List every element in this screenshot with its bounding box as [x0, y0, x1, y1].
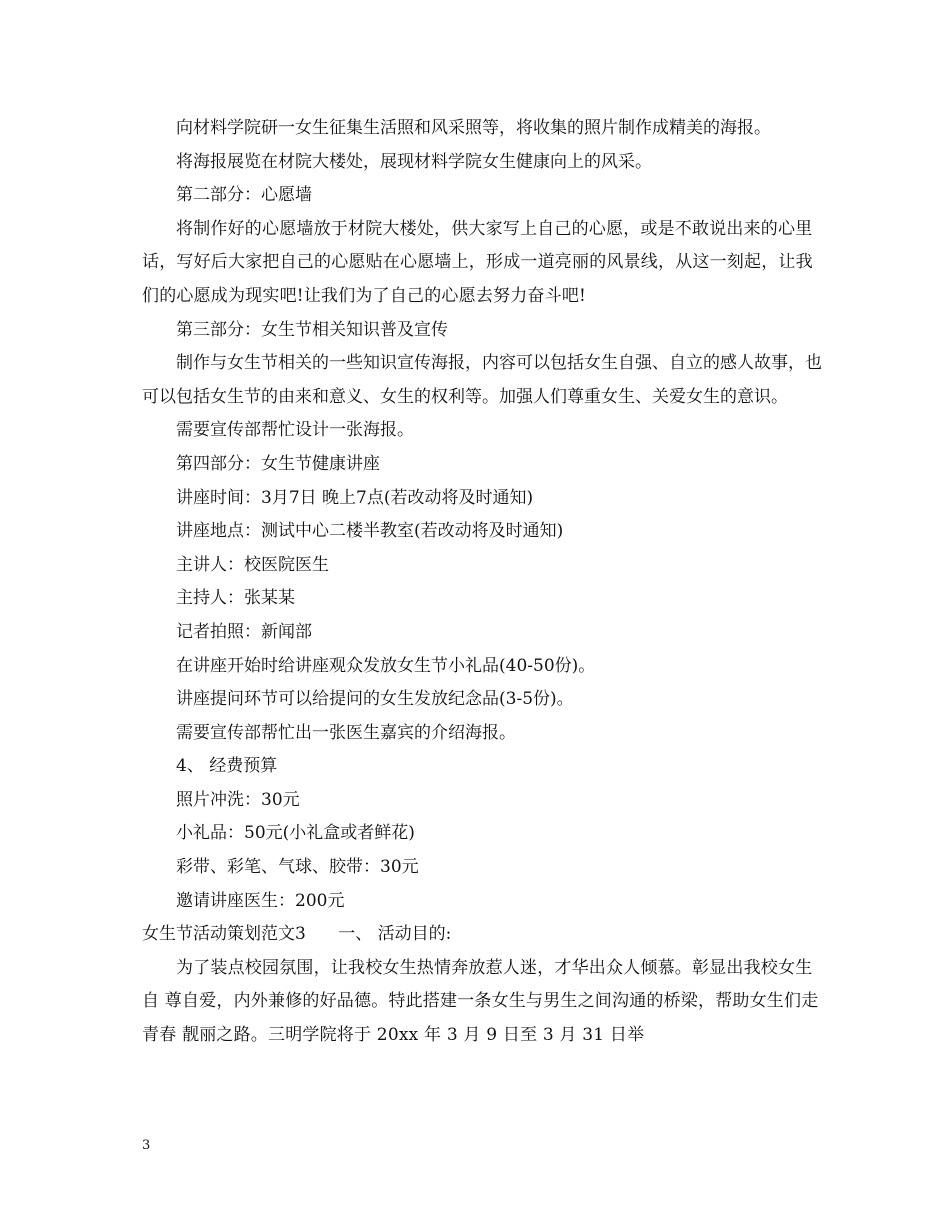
document-body	[142, 112, 826, 1053]
closing-paragraph: 为了装点校园氛围，让我校女生热情奔放惹人迷，才华出众人倾慕。彰显出我校女生自 尊自爱，内外兼修的好品德。特此搭建一条女生与男生之间沟通的桥梁，帮助女生们走青春 靓丽之路。三明学院将于 20xx 年 3 月 9 日至 3 月 31 日举	[142, 957, 819, 1046]
paragraph: 主持人：张某某	[176, 588, 295, 609]
paragraph: 讲座提问环节可以给提问的女生发放纪念品(3-5份)。	[176, 689, 574, 710]
paragraph: 第三部分：女生节相关知识普及宣传	[176, 319, 448, 340]
paragraph: 4、 经费预算	[176, 756, 278, 777]
paragraph: 需要宣传部帮忙设计一张海报。	[176, 420, 414, 441]
paragraph: 将海报展览在材院大楼处，展现材料学院女生健康向上的风采。	[176, 151, 652, 172]
paragraph: 邀请讲座医生：200元	[176, 890, 345, 911]
paragraph: 向材料学院研一女生征集生活照和风采照等，将收集的照片制作成精美的海报。	[176, 118, 771, 138]
paragraph: 需要宣传部帮忙出一张医生嘉宾的介绍海报。	[176, 722, 516, 743]
page-number: 3	[142, 1138, 151, 1153]
paragraph: 照片冲洗：30元	[176, 789, 300, 810]
section-heading: 女生节活动策划范文3 一、 活动目的:	[142, 924, 452, 945]
paragraph: 小礼品：50元(小礼盒或者鲜花)	[176, 823, 415, 844]
paragraph: 第二部分：心愿墙	[176, 185, 312, 206]
paragraph: 讲座时间：3月7日 晚上7点(若改动将及时通知)	[176, 487, 534, 508]
paragraph: 将制作好的心愿墙放于材院大楼处，供大家写上自己的心愿，或是不敢说出来的心里话，写好后大家把自己的心愿贴在心愿墙上，形成一道亮丽的风景线，从这一刻起，让我们的心愿成为现实吧!让我们为了自己的心愿去努力奋斗吧!	[142, 218, 813, 306]
paragraph: 记者拍照：新闻部	[176, 621, 312, 642]
paragraph: 在讲座开始时给讲座观众发放女生节小礼品(40-50份)。	[176, 655, 596, 676]
paragraph: 讲座地点：测试中心二楼半教室(若改动将及时通知)	[176, 521, 564, 542]
paragraph: 彩带、彩笔、气球、胶带：30元	[176, 857, 419, 878]
paragraph: 制作与女生节相关的一些知识宣传海报，内容可以包括女生自强、自立的感人故事，也可以包括女生节的由来和意义、女生的权利等。加强人们尊重女生、关爱女生的意识。	[142, 353, 822, 407]
paragraph: 第四部分：女生节健康讲座	[176, 453, 380, 474]
paragraph: 主讲人：校医院医生	[176, 554, 329, 575]
